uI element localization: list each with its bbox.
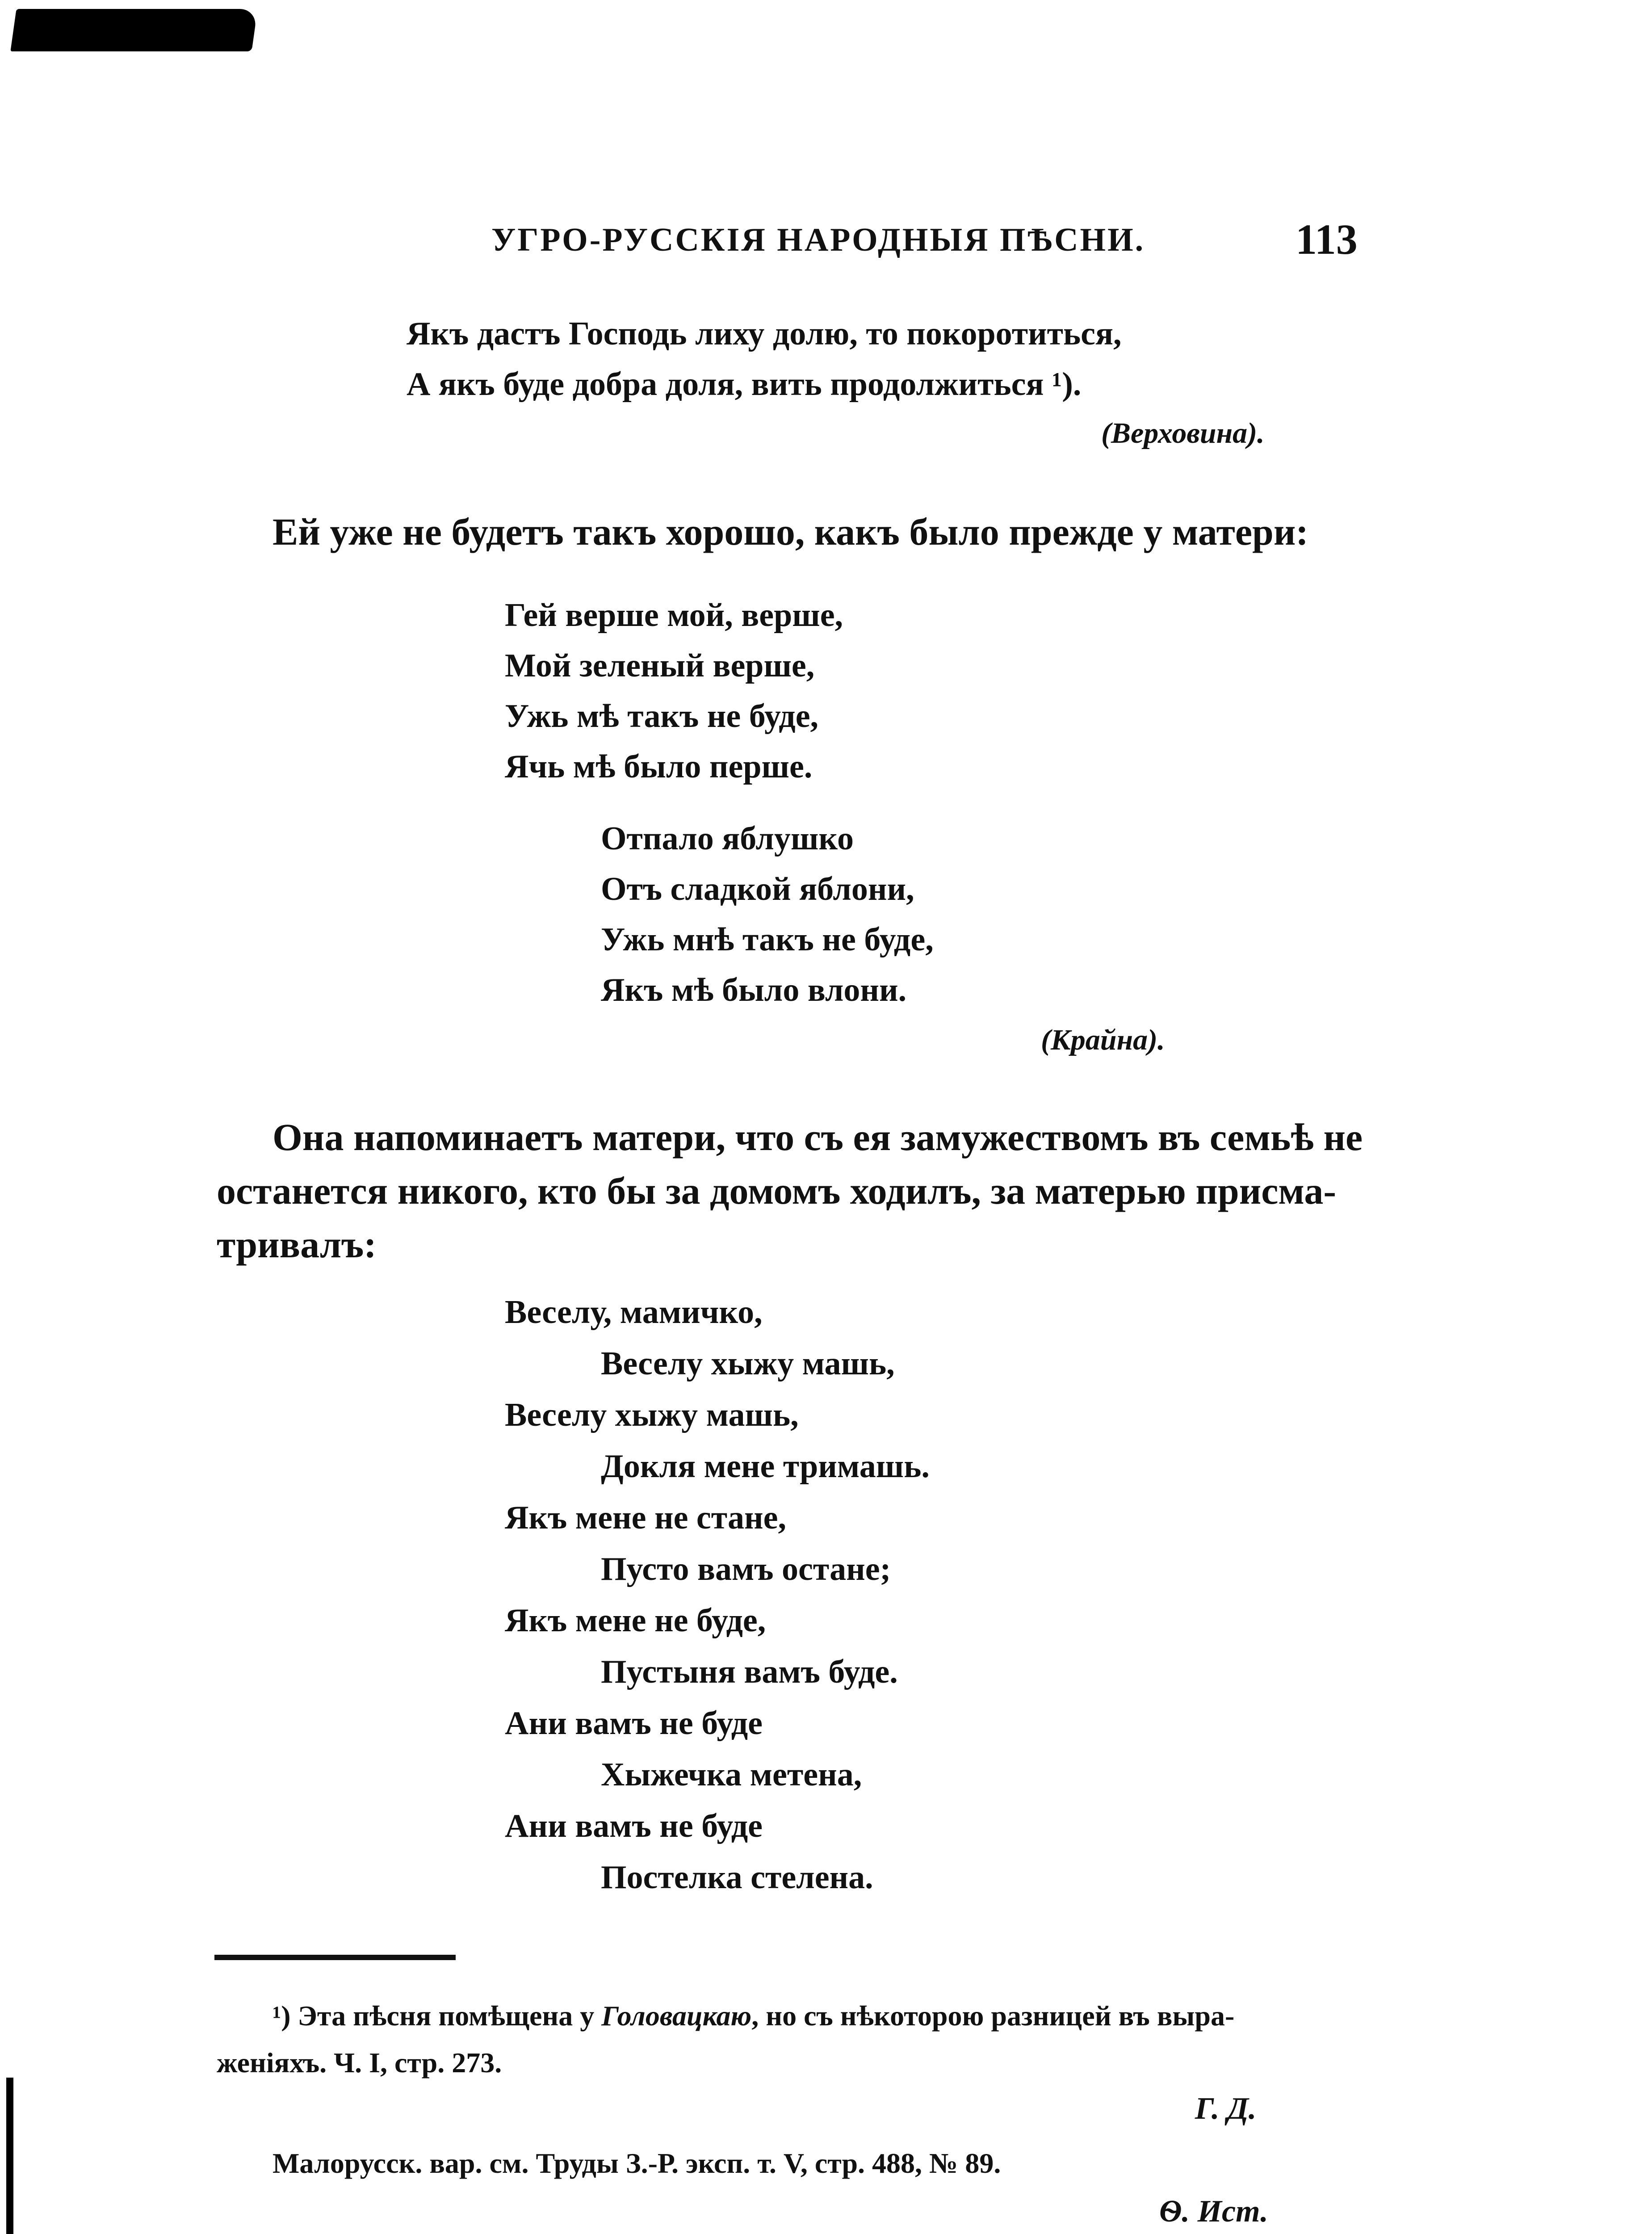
footnote-signature: Ѳ. Ист. <box>1159 2194 1268 2229</box>
verse-line: Отъ сладкой яблони, <box>601 871 914 907</box>
verse-line: А якъ буде добра доля, вить продолжиться ¹). <box>407 366 1082 403</box>
verse-line: Ужь мѣ такъ не буде, <box>505 698 819 735</box>
footnote-line <box>273 1999 1234 2032</box>
prose-line: Ей уже не будетъ такъ хорошо, какъ было прежде у матери: <box>273 510 1309 553</box>
verse-line: Якъ мене не буде, <box>505 1602 766 1639</box>
page-edge-mark <box>6 2078 13 2234</box>
verse-line: Пустыня вамъ буде. <box>601 1654 898 1690</box>
prose-line: останется никого, кто бы за домомъ ходилъ, за матерью присма- <box>217 1169 1337 1212</box>
verse-line: Пусто вамъ остане; <box>601 1551 891 1587</box>
prose-line: тривалъ: <box>217 1223 377 1266</box>
footnote-text: ¹) Эта пѣсня помѣщена у <box>273 2000 602 2032</box>
verse-line: Веселу, мамичко, <box>505 1294 763 1331</box>
verse-line: Мой зеленый верше, <box>505 647 815 684</box>
verse-line: Ани вамъ не буде <box>505 1808 763 1844</box>
footnote-line: женіяхъ. Ч. I, стр. 273. <box>217 2047 502 2079</box>
verse-line: Якъ дастъ Господь лиху долю, то покоротиться, <box>407 315 1122 352</box>
verse-line: Ани вамъ не буде <box>505 1705 763 1742</box>
footnote-line: Малорусск. вар. см. Труды З.-Р. эксп. т. V, стр. 488, № 89. <box>273 2147 1001 2179</box>
page-number: 113 <box>1296 215 1358 263</box>
verse-line: Якъ мене не стане, <box>505 1499 787 1536</box>
footnote-author: Головацкаю <box>601 2000 752 2032</box>
prose-line: Она напоминаетъ матери, что съ ея замужествомъ въ семьѣ не <box>273 1116 1363 1159</box>
verse-line: Якъ мѣ было влони. <box>601 972 907 1008</box>
verse-line: Веселу хыжу машь, <box>505 1397 799 1433</box>
source-note: (Верховина). <box>1101 417 1265 449</box>
source-note: (Крайна). <box>1041 1024 1165 1056</box>
footnote-rule <box>214 1955 456 1960</box>
verse-line: Постелка стелена. <box>601 1859 873 1896</box>
verse-line: Докля мене тримашь. <box>601 1448 930 1485</box>
ink-blot <box>10 9 257 51</box>
verse-line: Ужь мнѣ такъ не буде, <box>601 921 934 958</box>
footnote-text: , но съ нѣкоторою разницей въ выра- <box>751 2000 1235 2032</box>
verse-line: Веселу хыжу машь, <box>601 1345 895 1382</box>
running-title: УГРО-РУССКІЯ НАРОДНЫЯ ПѢСНИ. <box>491 222 1145 258</box>
verse-line: Хыжечка метена, <box>601 1756 862 1793</box>
verse-line: Отпало яблушко <box>601 820 854 857</box>
footnote-signature: Г. Д. <box>1195 2091 1257 2126</box>
verse-line: Гей верше мой, верше, <box>505 597 843 634</box>
verse-line: Ячь мѣ было перше. <box>505 748 813 785</box>
